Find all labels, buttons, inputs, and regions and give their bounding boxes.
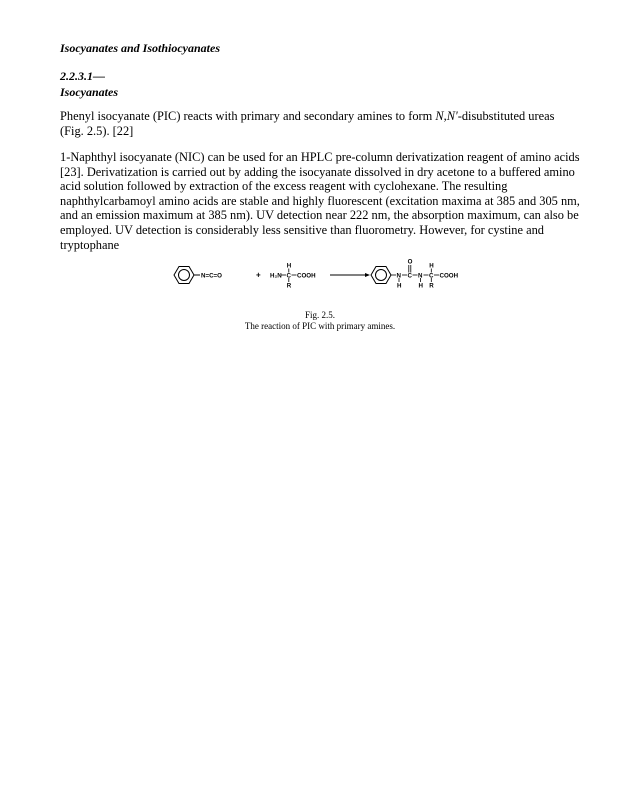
- plus-sign: +: [256, 270, 261, 280]
- benzene-ring-2: [371, 267, 391, 284]
- hydrogen-n1: H: [397, 282, 402, 290]
- carbonyl-oxygen: O: [407, 258, 413, 266]
- paragraph-pic: [60, 109, 580, 138]
- subsection-heading: [60, 68, 118, 100]
- hydrogen-n2: H: [418, 282, 423, 290]
- amine-group: H₂N: [270, 272, 282, 280]
- hydrogen-2: H: [429, 262, 434, 270]
- paragraph-pic-text-b: -disubstituted ureas (Fig. 2.5). [22]: [60, 109, 555, 138]
- reaction-figure: [170, 255, 490, 305]
- benzene-ring-1: [174, 267, 194, 284]
- nitrogen-1: N: [396, 272, 401, 280]
- paragraph-pic-text-a: Phenyl isocyanate (PIC) reacts with primary and secondary amines to form: [60, 109, 436, 123]
- r-group-1: R: [286, 282, 292, 290]
- hydrogen-1: H: [286, 262, 292, 270]
- carbonyl-carbon: C: [407, 272, 412, 280]
- arrow-head: [365, 273, 370, 277]
- reaction-scheme: [170, 255, 490, 305]
- paragraph-pic-italic: N,N': [435, 109, 458, 123]
- nitrogen-2: N: [418, 272, 423, 280]
- carboxyl-group-1: COOH: [297, 272, 316, 280]
- alpha-carbon-2: C: [429, 272, 434, 280]
- figure-caption: The reaction of PIC with primary amines.: [244, 321, 396, 331]
- alpha-carbon-1: C: [286, 272, 291, 280]
- paragraph-nic: 1-Naphthyl isocyanate (NIC) can be used for an HPLC pre-column derivatization reagent of amino acids [23]. Derivatization is carried out by adding the isocyanate dissolved in dry acetone to a buffered amino acid solution followed by extraction of the excess reagent with cyclohexane. The resulting naphthylcarbamoyl amino acids are stable and highly fluorescent (excitation maxima at 385 and 305 nm, and an emission maximum at 385 nm). UV detection near 222 nm, the absorption maximum, can also be employed. UV detection is considerably less sensitive than fluorometry. However, for cystine and tryptophane: [60, 150, 580, 252]
- r-group-2: R: [429, 282, 434, 290]
- figure-number: Fig. 2.5.: [304, 310, 335, 320]
- section-heading: Isocyanates and Isothiocyanates: [60, 41, 221, 55]
- subsection-number: 2.2.3.1—: [60, 69, 105, 83]
- subsection-title: Isocyanates: [60, 85, 118, 99]
- isocyanate-group: N=C=O: [201, 272, 222, 280]
- carboxyl-group-2: COOH: [439, 272, 459, 280]
